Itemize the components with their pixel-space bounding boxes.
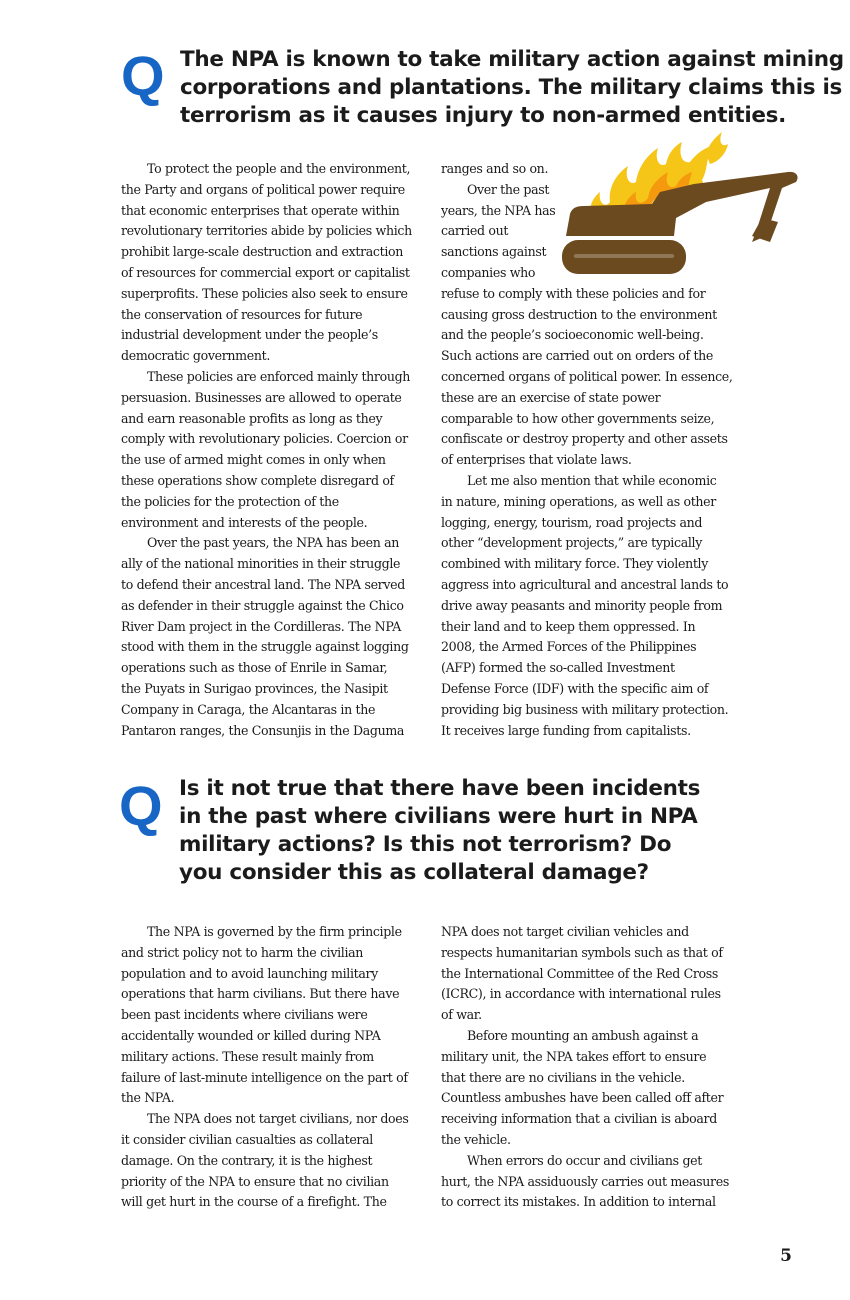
text-line: Pantaron ranges, the Consunjis in the Daguma — [121, 722, 405, 738]
text-line: been past incidents where civilians were — [121, 1007, 368, 1023]
text-line: the Party and organs of political power require — [121, 181, 405, 197]
text-line: superprofits. These policies also seek to ensure — [121, 285, 408, 301]
text-line: will get hurt in the course of a firefight. The — [121, 1194, 387, 1210]
heading-line: corporations and plantations. The military claims this is — [180, 75, 843, 100]
question-heading-2 — [179, 775, 700, 887]
text-line: comparable to how other governments seize, — [441, 410, 715, 426]
text-line: drive away peasants and minority people from — [441, 597, 723, 613]
text-line: logging, energy, tourism, road projects and — [441, 514, 703, 530]
text-line: the Puyats in Surigao provinces, the Nasipit — [121, 680, 388, 696]
heading-line: Is it not true that there have been incidents — [179, 776, 701, 801]
text-line: receiving information that a civilian is aboard — [441, 1111, 717, 1127]
text-line: (AFP) formed the so-called Investment — [441, 660, 675, 676]
text-line: that there are no civilians in the vehicle. — [441, 1069, 685, 1085]
text-line: (ICRC), in accordance with international rules — [441, 986, 721, 1002]
text-line: priority of the NPA to ensure that no civilian — [121, 1173, 389, 1189]
text-line: Defense Force (IDF) with the specific aim of — [441, 680, 709, 696]
text-line: and earn reasonable profits as long as they — [121, 410, 383, 426]
text-line: prohibit large-scale destruction and extraction — [121, 244, 404, 260]
text-line: their land and to keep them oppressed. In — [441, 618, 696, 634]
text-line: accidentally wounded or killed during NPA — [121, 1027, 381, 1043]
text-line: years, the NPA has — [441, 202, 556, 218]
text-line: failure of last-minute intelligence on the part of — [121, 1069, 408, 1085]
text-line: military actions. These result mainly from — [121, 1048, 374, 1064]
text-line: to defend their ancestral land. The NPA served — [121, 576, 405, 592]
text-line: operations that harm civilians. But there have — [121, 986, 400, 1002]
text-line: ally of the national minorities in their struggle — [121, 556, 401, 572]
text-line: Before mounting an ambush against a — [467, 1027, 699, 1043]
text-line: the policies for the protection of the — [121, 493, 339, 509]
text-line: Let me also mention that while economic — [467, 472, 717, 488]
text-line: industrial development under the people’s — [121, 327, 378, 343]
text-line: democratic government. — [121, 348, 270, 364]
text-line: NPA does not target civilian vehicles and — [441, 924, 689, 939]
text-line: stood with them in the struggle against logging — [121, 639, 409, 655]
text-line: to correct its mistakes. In addition to internal — [441, 1194, 716, 1210]
heading-line: in the past where civilians were hurt in NPA — [179, 804, 698, 829]
text-line: these are an exercise of state power — [441, 389, 661, 405]
text-line: that economic enterprises that operate within — [121, 202, 400, 218]
text-line: the vehicle. — [441, 1131, 511, 1147]
answer-2-right-column — [441, 922, 729, 1213]
text-line: of enterprises that violate laws. — [441, 452, 632, 468]
heading-line: you consider this as collateral damage? — [179, 860, 649, 885]
text-line: of war. — [441, 1007, 482, 1023]
text-line: persuasion. Businesses are allowed to operate — [121, 389, 402, 405]
text-line: aggress into agricultural and ancestral lands to — [441, 576, 729, 592]
answer-1-left-column — [121, 159, 412, 741]
text-line: and strict policy not to harm the civilian — [121, 944, 364, 960]
heading-line: terrorism as it causes injury to non-armed entities. — [180, 103, 787, 128]
text-line: as defender in their struggle against the Chico — [121, 597, 404, 613]
text-line: ranges and so on. — [441, 161, 549, 176]
text-line: When errors do occur and civilians get — [467, 1152, 702, 1168]
text-line: providing big business with military protection. — [441, 701, 729, 717]
text-line: Company in Caraga, the Alcantaras in the — [121, 701, 376, 717]
text-line: these operations show complete disregard of — [121, 472, 394, 488]
text-line: environment and interests of the people. — [121, 514, 368, 530]
text-line: River Dam project in the Cordilleras. The NPA — [121, 618, 402, 634]
text-line: other “development projects,” are typically — [441, 535, 702, 551]
text-line: 2008, the Armed Forces of the Philippines — [441, 639, 697, 655]
text-line: combined with military force. They violently — [441, 556, 708, 572]
text-line: respects humanitarian symbols such as that of — [441, 944, 723, 960]
text-line: comply with revolutionary policies. Coercion or — [121, 431, 408, 447]
text-line: Such actions are carried out on orders of the — [441, 348, 714, 364]
text-line: military unit, the NPA takes effort to ensure — [441, 1048, 707, 1064]
text-line: revolutionary territories abide by policies which — [121, 223, 412, 239]
heading-line: military actions? Is this not terrorism? Do — [179, 832, 672, 857]
text-line: hurt, the NPA assiduously carries out measures — [441, 1173, 729, 1189]
text-line: in nature, mining operations, as well as other — [441, 493, 716, 509]
text-line: Over the past — [467, 181, 550, 197]
text-line: concerned organs of political power. In essence, — [441, 368, 733, 384]
answer-2-left-column — [121, 922, 408, 1213]
text-line: causing gross destruction to the environment — [441, 306, 717, 322]
text-line: The NPA is governed by the firm principle — [147, 924, 402, 939]
text-line: operations such as those of Enrile in Samar, — [121, 660, 388, 676]
text-line: The NPA does not target civilians, nor does — [147, 1111, 409, 1127]
text-line: confiscate or destroy property and other assets — [441, 431, 728, 447]
text-line: These policies are enforced mainly through — [147, 368, 411, 384]
burning-excavator-icon — [556, 118, 806, 283]
text-line: carried out — [441, 223, 509, 239]
question-mark-1: Q — [121, 44, 165, 107]
text-line: Countless ambushes have been called off after — [441, 1090, 724, 1106]
text-line: companies who — [441, 264, 536, 280]
text-line: the use of armed might comes in only when — [121, 452, 386, 468]
text-line: It receives large funding from capitalists. — [441, 722, 691, 738]
text-line: sanctions against — [441, 244, 547, 260]
text-line: damage. On the contrary, it is the highest — [121, 1152, 373, 1168]
text-line: the International Committee of the Red Cross — [441, 965, 718, 981]
heading-line: The NPA is known to take military action against mining — [180, 47, 844, 72]
text-line: Over the past years, the NPA has been an — [147, 535, 400, 551]
text-line: the NPA. — [121, 1090, 175, 1106]
text-line: the conservation of resources for future — [121, 306, 363, 322]
text-line: population and to avoid launching military — [121, 965, 378, 981]
text-line: of resources for commercial export or capitalist — [121, 264, 410, 280]
page-number: 5 — [780, 1246, 792, 1266]
question-mark-2: Q — [119, 774, 163, 837]
text-line: refuse to comply with these policies and for — [441, 285, 706, 301]
text-line: it consider civilian casualties as collateral — [121, 1131, 373, 1147]
text-line: and the people’s socioeconomic well-being. — [441, 327, 704, 343]
text-line: To protect the people and the environment, — [147, 161, 411, 176]
